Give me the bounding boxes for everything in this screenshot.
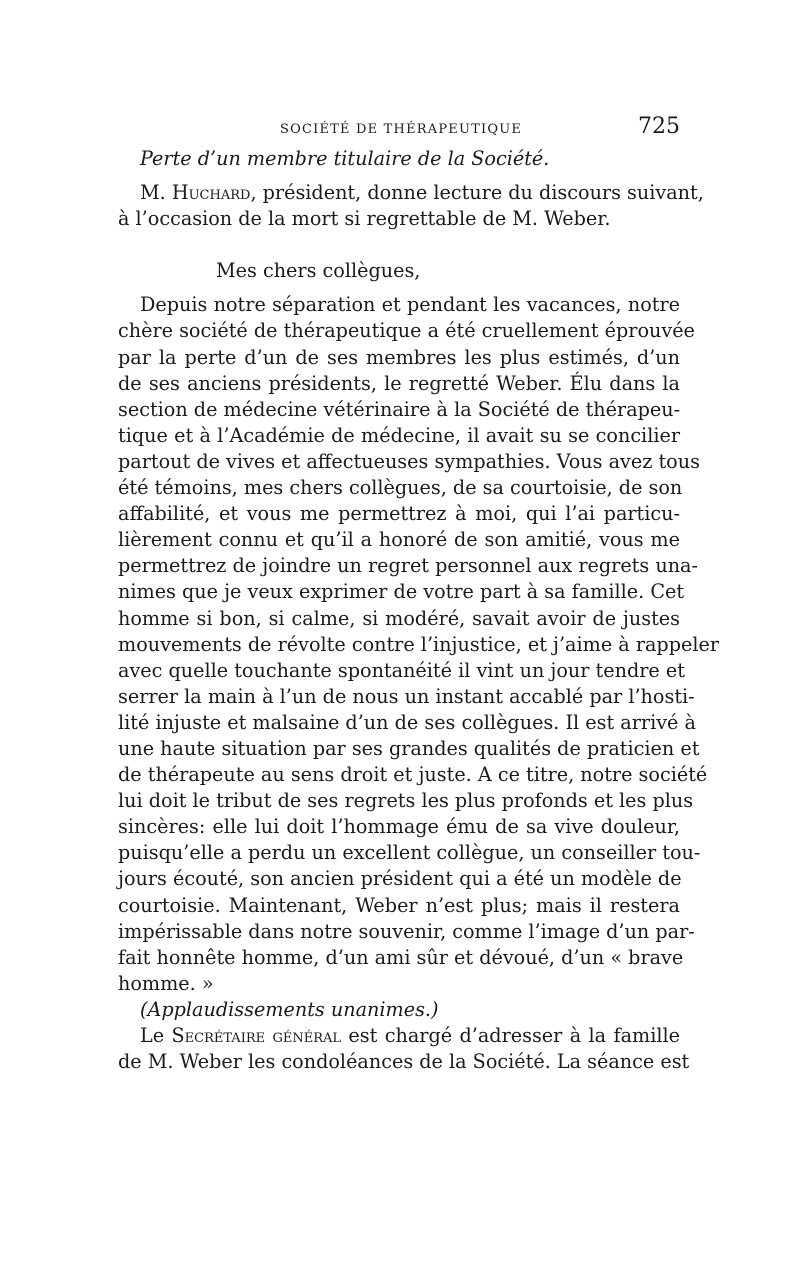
speech-line: fait honnête homme, d’un ami sûr et dévoué, d’un « brave: [118, 945, 684, 969]
speech-line: jours écouté, son ancien président qui a été un modèle de: [118, 867, 682, 891]
applause-note: (Applaudissements unanimes.): [140, 997, 439, 1021]
speech-line: partout de vives et affectueuses sympathies. Vous avez tous: [118, 449, 700, 473]
speech-last-line: homme. »: [118, 971, 214, 995]
running-header: [140, 114, 680, 142]
intro-line-1: [118, 180, 704, 206]
speech-line: de thérapeute au sens droit et juste. A ce titre, notre société: [118, 763, 708, 787]
intro-suffix: , président, donne lecture du discours suivant,: [250, 181, 704, 205]
speech-line: par la perte d’un de ses membres les plus estimés, d’un: [118, 345, 680, 369]
speech-line: affabilité, et vous me permettrez à moi, qui l’ai particu-: [118, 502, 680, 526]
speech-line: homme si bon, si calme, si modéré, savait avoir de justes: [118, 606, 680, 630]
speech-line: section de médecine vétérinaire à la Société de thérapeu-: [118, 397, 681, 421]
speech-line: tique et à l’Académie de médecine, il avait su se concilier: [118, 423, 680, 447]
intro-line-2: à l’occasion de la mort si regrettable de M. Weber.: [118, 207, 611, 231]
closing-suffix: est chargé d’adresser à la famille: [341, 1024, 680, 1047]
speech-line: Depuis notre séparation et pendant les vacances, notre: [140, 293, 680, 317]
body-text: [118, 146, 720, 1075]
spacer: [118, 232, 680, 258]
speech-line: impérissable dans notre souvenir, comme l’image d’un par-: [118, 919, 695, 943]
speech-line: chère société de thérapeutique a été cruellement éprouvée: [118, 319, 695, 343]
closing-line-2: de M. Weber les condoléances de la Société. La séance est: [118, 1050, 690, 1074]
speech-line: lui doit le tribut de ses regrets les plus profonds et les plus: [118, 789, 694, 813]
salutation: Mes chers collègues,: [216, 259, 421, 283]
speech-line: lièrement connu et qu’il a honoré de son amitié, vous me: [118, 528, 680, 552]
spacer: [118, 284, 680, 292]
speech-line: mouvements de révolte contre l’injustice, et j’aime à rappeler: [118, 632, 720, 656]
secretary-title: Secrétaire général: [171, 1024, 342, 1047]
speech-line: de ses anciens présidents, le regretté Weber. Élu dans la: [118, 371, 680, 395]
speaker-name: Huchard: [171, 181, 251, 205]
speech-line: nimes que je veux exprimer de votre part à sa famille. Cet: [118, 580, 685, 604]
closing-line-1: [118, 1023, 680, 1049]
speech-line: courtoisie. Maintenant, Weber n’est plus; mais il restera: [118, 893, 680, 917]
intro-prefix: M.: [140, 181, 172, 205]
speech-line: serrer la main à l’un de nous un instant accablé par l’hosti-: [118, 684, 695, 708]
speech-line: une haute situation par ses grandes qualités de praticien et: [118, 736, 700, 760]
spacer: [118, 172, 680, 180]
speech-line: lité injuste et malsaine d’un de ses collègues. Il est arrivé à: [118, 710, 696, 734]
running-title: SOCIÉTÉ DE THÉRAPEUTIQUE: [280, 122, 523, 137]
closing-prefix: Le: [140, 1024, 172, 1047]
page-number: 725: [638, 114, 680, 139]
speech-paragraph: [118, 292, 720, 997]
speech-line: puisqu’elle a perdu un excellent collègue, un conseiller tou-: [118, 841, 701, 865]
speech-line: avec quelle touchante spontanéité il vint un jour tendre et: [118, 658, 685, 682]
section-title: Perte d’un membre titulaire de la Société.: [140, 147, 550, 170]
speech-line: été témoins, mes chers collègues, de sa courtoisie, de son: [118, 476, 683, 500]
speech-line: permettrez de joindre un regret personnel aux regrets una-: [118, 554, 698, 578]
speech-line: sincères: elle lui doit l’hommage ému de sa vive douleur,: [118, 815, 680, 839]
